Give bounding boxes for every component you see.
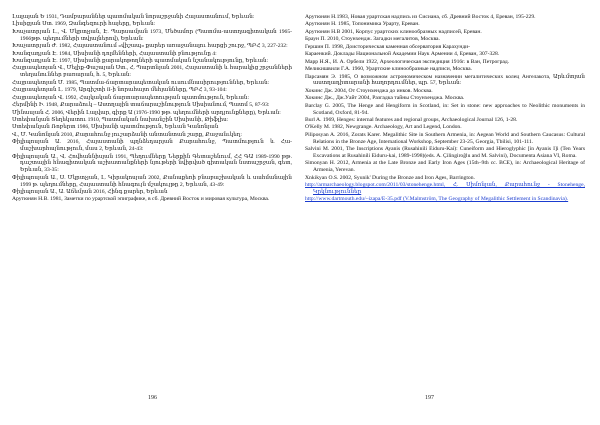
- bibliography-entry: Арутюнян Н.В. 1981, Заметки по урартской эпиграфике, в сб. Древний Восток и мировая культура, Москва.: [12, 196, 270, 203]
- bibliography-entry: Караенкий. Доклады Национальной Академии Наук Армении 4, Ереван, 307-328.: [305, 51, 500, 58]
- bibliography-entry[interactable]: http://armarchaeology.blogspot.com/2011/03/stonehenge.html, Հ. Սիմոնյան, Քարահունջ - Stonehenge, Կրկնություններ: [305, 182, 585, 195]
- bibliography-entry: Арутюнян Н.1983, Новая урартская надпись из Сисиана, сб. Древний Восток 4, Ереван, 195-229.: [305, 14, 536, 20]
- bibliography-entry: Арутюнян Н. 1985, Топонимика Урарту, Ереван.: [305, 21, 420, 28]
- bibliography-entry: Խաչատրյան Լ., Վ. Մկրտչյան, Է. Պարսամյան 1973, Մեծամոր (Պատմա-աստղագիտական 1965-1966թթ. պեղումների տվյալներով), Երևան:: [12, 28, 292, 42]
- bibliography-entry: Barclay G. 2005, The Henge and Hengiform in Scotland, in: Set in stone: new approaches to Neolithic monuments in Scotland, Oxford, 81-94.: [305, 102, 585, 116]
- bibliography-entry: Փիլիպոսյան Ա. 2016, Հայաստանի պղնձեդարյան Քարահունջ, Պատմություն և Հա-մաշխարհայնություն, մաս 2, Երևան, 24-43:: [12, 139, 292, 153]
- bibliography-entry: O'Kelly M. 1982, Newgrange. Archaeology, Art and Legend, London.: [305, 124, 462, 131]
- bibliography-entry: Браун П. 2010, Стоунхендж. Загадки мегалитов, Москва.: [305, 36, 440, 43]
- bibliography-entry: Խանզադյան Է. 1997, Սիսիանի քարակոթողների պատմական նշանակությունը, Երևան:: [12, 58, 269, 65]
- bibliography-entry: Piliposyan A. 2016, Zorats Karer. Megalithic Site in Southern Armenia, in: Aegean World and Southern Caucasus: Cultural Relations in the Bronze Age, International Workshop, September 23-25, Georgia, Tbilisi, 101-111.: [305, 131, 585, 145]
- bibliography-entry: Հայրապետյան Վ. 1992, Հայկական ճարտարապետության պատմություն, Երևան:: [12, 94, 250, 101]
- bibliography-entry: Ստեփանյան Տեղեկատու 1910, Պատմական նախանշին Սիսիանի, Թիֆլիս:: [12, 116, 229, 123]
- bibliography-entry: Փիլիպոսյան Ա., Վ. Հովհաննիսյան 1991, Պեղումները Ներքին Գետաշենում, ՀՀ ԳԱ 1989-1990 թթ. դաշտային հնագիտական աշխատանքների նյութերի նվիրված գիտական նստաշրջան, գետ, Երևան, 33-35:: [12, 153, 292, 174]
- bibliography-entry: Меликишвили Г.А. 1960, Урартские клинообразные надписи, Москва.: [305, 66, 472, 73]
- left-page: [12, 14, 292, 409]
- bibliography-entry: Xnkikyan O.S. 2002, Syunik' During the Bronze and Iron Ages, Barrington.: [305, 174, 475, 181]
- bibliography-entry: Մինասյան Հ. 2006, Վերին Լալվար, գիրք Ա (1976-1990 թթ. պեղումների արդյունքները), Երևան:: [12, 109, 281, 116]
- bibliography-entry: Խանզադյան Է. 1984, Սիսիանի դոլմենների, Հայաստանի բնությունը 4:: [12, 50, 217, 57]
- bibliography-entry: Хокинс Дж., Дж.Уайт 2004, Разгадка тайны Стоунхенджа. Москва.: [305, 95, 465, 102]
- bibliography-entry: Salvini M. 2001, The Inscriptions Ayanis (Rusahinili Eiduru-Kai): Cuneiform and Hieroglyphic [in Ayanis I]i (Ten Years Excavations at Rusahinili Eiduru-kai, 1989-1998)(eds. A. Çilingiroğlu and M. Salvini), Documenta Asiana VI, Roma.: [305, 146, 585, 159]
- bibliography-entry[interactable]: http://www.dartmouth.edu/~izapa/E-35.pdf (V.Malmström, The Geography of Megalithic Settlement in Scandinavia).: [305, 196, 569, 203]
- bibliography-entry: Հերմինի Ի. 1948, Քարաձուկ – Աստղային տաճարաշինություն Սիսիանում, Պատմ 5, 87-93:: [12, 102, 270, 109]
- bibliography-entry: Ստեփանյան Ռոբերտ 1986, Սիսիանի պատմություն, Երևան Կանոնյան: [12, 124, 219, 131]
- bibliography-entry: Հայրապետյան Վ., Մելիք-Փաշայան Ստ., Հ. Պարտնյան 2001, Հայաստանի և հարակից շրջանների տեղանուններ բառարան, հ. 5, Երևան:: [12, 65, 292, 79]
- bibliography-entry: Լիսիցյան Ստ. 1969, Զանգեզուրի հայերը, Երևան:: [12, 21, 156, 28]
- bibliography-entry: Փիլիպոսյան Ա., Ս. Մկրտչյան, Լ. Կիրակոսյան 2002, Քանաքեռի բնաբաշխական և սահմանային 1999 թ. պեղումները, Հայաստանի հնագույն մշակույթը 2, Երևան, 43-49:: [12, 174, 292, 188]
- bibliography-entry: Փիլիպոսյան Ա., Ա. Աճեմյան 2016, Հինգ քարեր, Երևան: [12, 188, 168, 195]
- bibliography-entry: Арутюнян Н.В 2001, Корпус урартских клинообразных надписей, Ереван.: [305, 28, 482, 35]
- bibliography-entry: Simonyan H. 2012, Armenia at the Late Bronze and Early Iron Ages (15th–9th cc. BCE), in: Archaeological Heritage of Armenia, Yerevan.: [305, 160, 585, 174]
- bibliography-entry: Խաչատրյան Ժ. 1982, Հայաստանում «վիշապ» քարեր առաջանալու հարցի շուրջ, ՊԲՀ 3, 227-232:: [12, 43, 288, 50]
- right-page: [305, 14, 585, 409]
- right-page-number: 197: [425, 395, 434, 401]
- bibliography-entry: Гершин П. 1998, Доисторическая каменная обсерватория Карахунди-: [305, 43, 471, 50]
- bibliography-entry: Марр Н.Я., И. А. Орбели 1922, Археологическая экспедиция 1916г. в Ван, Петроград.: [305, 58, 510, 65]
- bibliography-entry: Լալայան Ե 1931, Դամբարաններ պատմական նորաշրջանի Հայաստանում, Երևան:: [12, 14, 255, 20]
- bibliography-entry: Հայրապետյան Լ. 1979, Արգիշտի II-ի նորահայտ մեհյանները, ՊԲՀ 3, 93-104:: [12, 87, 227, 94]
- bibliography-entry: Burl A. 1969, Henges: internal features and regional groups, Archaeological Journal 126, 1-28.: [305, 116, 518, 123]
- bibliography-entry: Парсамян Э. 1985, О возможном астрономическом назначении мегалитических колец Ангелакота, Արևմտյան աստղադիտարանի հաղորդումներ, պր. 57, Երևան:: [305, 73, 585, 87]
- bibliography-entry: Վ., Մ. Կանոնյան 2010, Քարահունջ յուշարձանի անտանտան շարք, Քաջանւկեղ:: [12, 131, 242, 138]
- bibliography-entry: Հայրապետյան Մ. 1985, Պատմա-ճարտարապետական ուսումնասիրություններ, Երևան:: [12, 79, 270, 86]
- left-page-number: 196: [148, 395, 157, 401]
- bibliography-entry: Хокинс Дж. 2004, От Стоунхенджа до инков. Москва.: [305, 87, 433, 94]
